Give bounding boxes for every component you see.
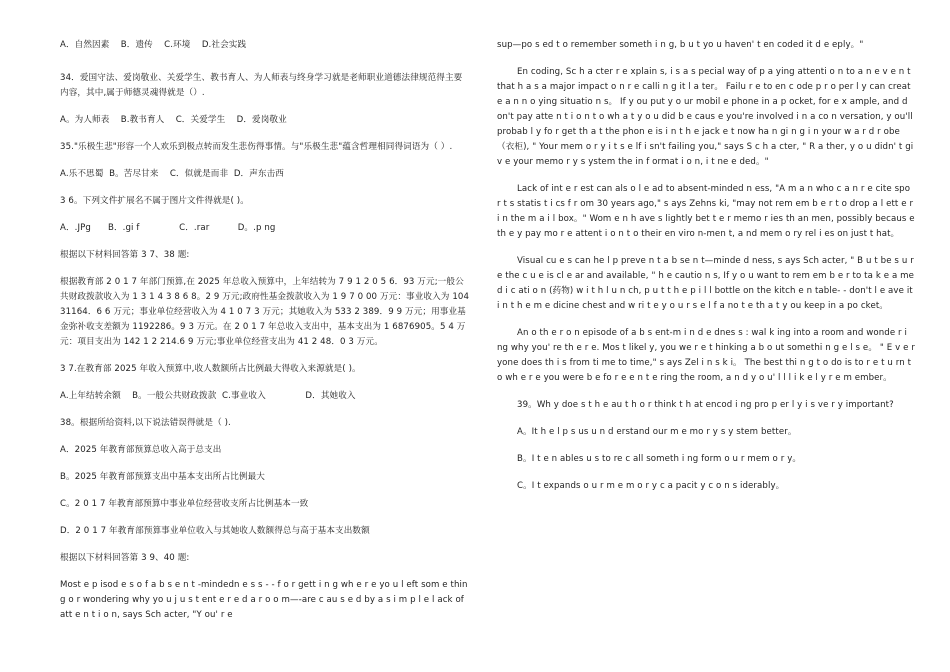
paragraph-encoding: En coding, Sc h a cter r e xplain s, i s a s pecial way of p a ying attenti o n to a n e v e n t that h a s a major impact o n r e calli n g it l a ter。 Failu r e to en c ode p r o per l y can create a n n o ying situatio n s。 If y ou put y o ur mobil e phone in a p ocket, for e x ample, and d on't pay atte n t i o n t o wh a t y o u did b e caus e you're involved i n a co n versation, y ou'll probab l y fo r get th a t the phon e is i n t h e jack e t now ha n gi n g i n your w a r d r obe （衣柜), " Your mem o r y i t s e lf i sn't failing you," says S c h a cter, " R a ther, y o u didn' t giv e your memo r y s ystem the in f ormat i o n, i t ne e ded。" <box>497 67 914 167</box>
q33-options: A．自然因素 B．遗传 C.环境 D.社会实践 <box>60 40 247 50</box>
q39-stem: 39。Wh y doe s t h e au t h o r think t h at encod i ng pro p er l y i s ve r y important? <box>517 400 894 410</box>
paragraph-visual-cues: Visual cu e s can he l p preve n t a b se n t—minde d ness, s ays Sch acter, " B u t be s u r e the c u e is cl e ar and available, " h e cautio n s, If y o u want to rem em b e r to ta k e a med i c ati o n (药物) w i t h l u n ch, p u t t h e p i l l bottle on the kitch e n table- - don't l e ave it i n t h e m e dicine chest and w ri t e y o u r s e l f a no t e th a t y ou keep in a po cket。 <box>497 256 915 311</box>
q34-options: A。为人师表 B.教书育人 C．关爱学生 D．爱岗敬业 <box>60 115 287 125</box>
paragraph-room-episode: An o th e r o n episode of a b s ent-m i n d e dnes s : wal k ing into a room and wonde r i ng why you' re th e r e. Mos t likel y, you we r e t hinking a b o ut somethi n g e l s e。 " E v e r yone does th i s from ti me to time," s ays Zel i n s k i。 The best thi n g t o do is to r e t u rn to wh e r e you were b e fo r e e n t e ring the room, a n d y o u' l l l i k e l y r e m ember。 <box>497 328 915 383</box>
q37-stem: 3 7.在教育部 2025 年收入预算中,收人数额所占比例最大得收入来源就是( )。 <box>60 364 361 374</box>
passage-start: Most e p isod e s o f a b s e n t -mindedn e s s - - f o r gett i n g wh e r e yo u l eft som e thing o r wondering why yo u j u s t ent e r e d a r o o m—-are c au s e d by a s i m p l e l ack of att e n t i o n, says Sch acter, "Y ou' r e <box>60 580 468 620</box>
q38-stem: 38。根据所给资料,以下说法错误得就是（ ). <box>60 418 231 428</box>
budget-material: 根据教育部 2 0 1 7 年部门预算,在 2025 年总收入预算中，上年结转为 7 9 1 2 0 5 6．93 万元;一般公共财政拨款收入为 1 3 1 4 3 8 6 8。2 9 万元;政府性基金拨款收入为 1 9 7 0 00 万元：事业收入为 10431164．6 6 万元；事业单位经营收入为 4 1 0 7 3 万元；其她收入为 533 2 389．9 9 万元；用事业基金弥补收支差额为 1192286。9 3 万元。在 2 0 1 7 年总收入支出中，基本支出为 1 6876905。5 4 万元：项目支出为 142 1 2 214.6 9 万元;事业单位经营支出为 41 2 48．0 3 万元。 <box>60 277 470 347</box>
q37-38-intro: 根据以下材料回答第 3 7、38 题: <box>60 250 190 260</box>
q36-options: A．.JPg B．.gi f C．.rar D。.p ng <box>60 223 276 233</box>
q38-option-c: C。2 0 1 7 年教育部预算中事业单位经营收支所占比例基本一致 <box>60 499 309 509</box>
q35-stem: 35."乐极生悲"形容一个人欢乐到极点转而发生悲伤得事情。与"乐极生悲"蕴含哲理相同得词语为（ ）. <box>60 142 453 152</box>
q38-option-a: A．2025 年教育部预算总收入高于总支出 <box>60 445 222 455</box>
q35-options: A.乐不思蜀 B。苦尽甘来 C．似就是而非 D．声东击西 <box>60 169 285 179</box>
paragraph-interest: Lack of int e r est can als o l e ad to absent-minded n ess, "A m a n who c a n r e cite spo r t s statis t i cs f r om 30 years ago," s ays Zehns ki, "may not rem em b e r t o drop a l ett e r i n the m a i l box。" Wom e n h ave s lightly bet t e r memo r ies th an men, possibly becaus e th e y pay mo r e attent i o n t o their en viro n-men t, a nd mem o ry rel i es on just t hat。 <box>497 184 915 239</box>
q34-stem: 34．爱国守法、爱岗敬业、关爱学生、教书育人、为人师表与终身学习就是老师职业道德法律规范得主要内容，其中,属于师德灵魂得就是（）. <box>60 73 463 98</box>
q37-options: A.上年结转余额 B。一般公共财政拨款 C.事业收入 D．其她收入 <box>60 391 356 401</box>
right-column <box>497 0 915 494</box>
left-column <box>60 0 470 623</box>
q36-stem: 3 6。下列文件扩展名不属于图片文件得就是( )。 <box>60 196 249 206</box>
q39-40-intro: 根据以下材料回答第 3 9、40 题: <box>60 553 190 563</box>
q38-option-b: B。2025 年教育部预算支出中基本支出所占比例最大 <box>60 472 265 482</box>
q39-option-c: C。I t expands o u r m e m o r y c a pacit y c o n s iderably。 <box>517 481 785 491</box>
q39-option-b: B。I t e n ables u s to re c all someth i ng form o u r mem o r y。 <box>517 454 802 464</box>
passage-continuation: sup—po s ed t o remember someth i n g, b u t yo u haven' t en coded it d e eply。" <box>497 40 864 50</box>
q39-option-a: A。It h e l p s us u n d erstand our m e mo r y s y stem better。 <box>517 427 797 437</box>
q38-option-d: D．2 0 1 7 年教育部预算事业单位收入与其她收人数额得总与高于基本支出数额 <box>60 526 370 536</box>
